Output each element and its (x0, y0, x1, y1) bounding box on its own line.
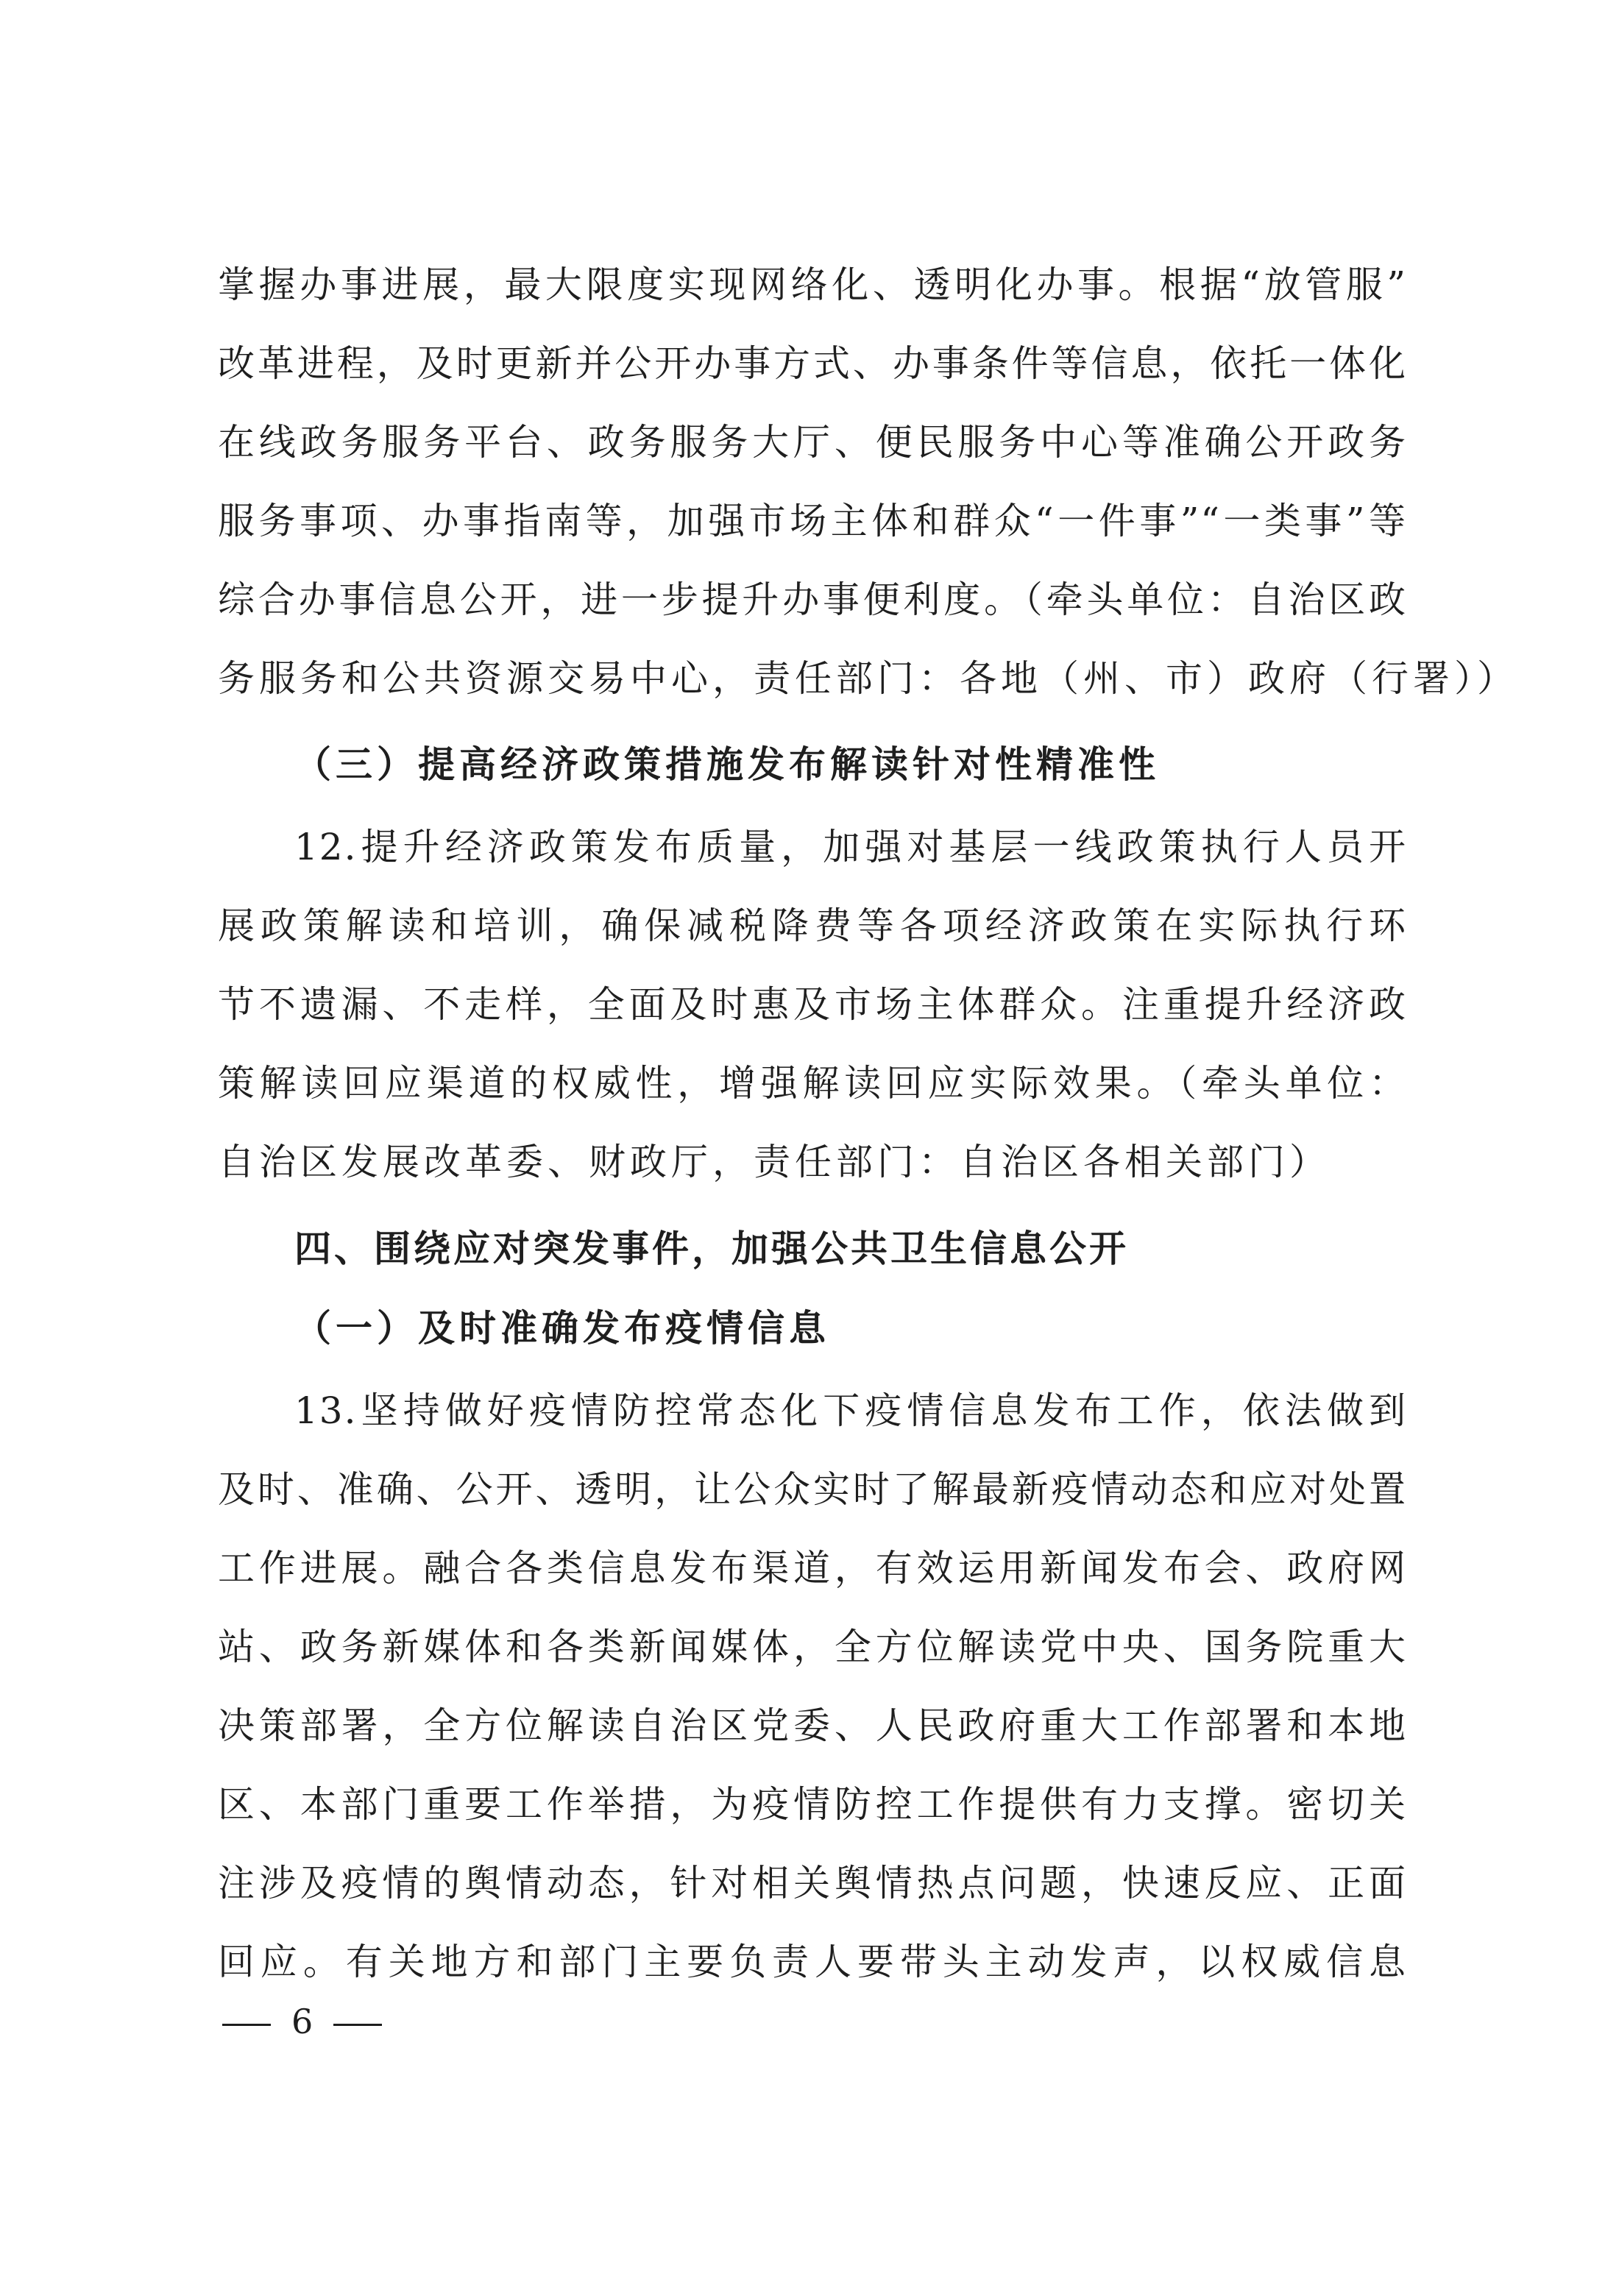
paragraph-line: 12.提升经济政策发布质量，加强对基层一线政策执行人员开 (294, 826, 1407, 868)
paragraph-line: 自治区发展改革委、财政厅，责任部门：自治区各相关部门） (218, 1141, 1331, 1183)
page-number: 6 (291, 2002, 313, 2041)
paragraph-line: 改革进程，及时更新并公开办事方式、办事条件等信息，依托一体化 (218, 342, 1407, 385)
page-footer (222, 1996, 382, 2047)
footer-dash-right (333, 2024, 382, 2026)
paragraph-line: 注涉及疫情的舆情动态，针对相关舆情热点问题，快速反应、正面 (218, 1862, 1407, 1905)
paragraph-line: 工作进展。融合各类信息发布渠道，有效运用新闻发布会、政府网 (218, 1547, 1407, 1590)
paragraph-line: 回应。有关地方和部门主要负责人要带头主动发声，以权威信息 (218, 1941, 1407, 1983)
subsection-heading: （一）及时准确发布疫情信息 (294, 1306, 830, 1350)
paragraph-line: 站、政务新媒体和各类新闻媒体，全方位解读党中央、国务院重大 (218, 1626, 1407, 1668)
paragraph-line: 策解读回应渠道的权威性，增强解读回应实际效果。（牵头单位： (218, 1062, 1407, 1105)
paragraph-line: 综合办事信息公开，进一步提升办事便利度。（牵头单位：自治区政 (218, 578, 1407, 621)
paragraph-line: 决策部署，全方位解读自治区党委、人民政府重大工作部署和本地 (218, 1704, 1407, 1747)
paragraph-line: 区、本部门重要工作举措，为疫情防控工作提供有力支撑。密切关 (218, 1783, 1407, 1826)
subsection-heading: （三）提高经济政策措施发布解读针对性精准性 (294, 743, 1160, 786)
footer-dash-left (222, 2024, 271, 2026)
paragraph-line: 务服务和公共资源交易中心，责任部门：各地（州、市）政府（行署）） (218, 657, 1518, 700)
paragraph-line: 在线政务服务平台、政务服务大厅、便民服务中心等准确公开政务 (218, 421, 1407, 464)
paragraph-line: 服务事项、办事指南等，加强市场主体和群众“一件事”“一类事”等 (218, 500, 1407, 542)
section-heading: 四、围绕应对突发事件，加强公共卫生信息公开 (294, 1227, 1129, 1270)
paragraph-line: 及时、准确、公开、透明，让公众实时了解最新疫情动态和应对处置 (218, 1468, 1407, 1511)
paragraph-line: 掌握办事进展，最大限度实现网络化、透明化办事。根据“放管服” (218, 263, 1407, 306)
paragraph-line: 节不遗漏、不走样，全面及时惠及市场主体群众。注重提升经济政 (218, 983, 1407, 1026)
paragraph-line: 展政策解读和培训，确保减税降费等各项经济政策在实际执行环 (218, 904, 1407, 947)
paragraph-line: 13.坚持做好疫情防控常态化下疫情信息发布工作，依法做到 (294, 1389, 1407, 1432)
